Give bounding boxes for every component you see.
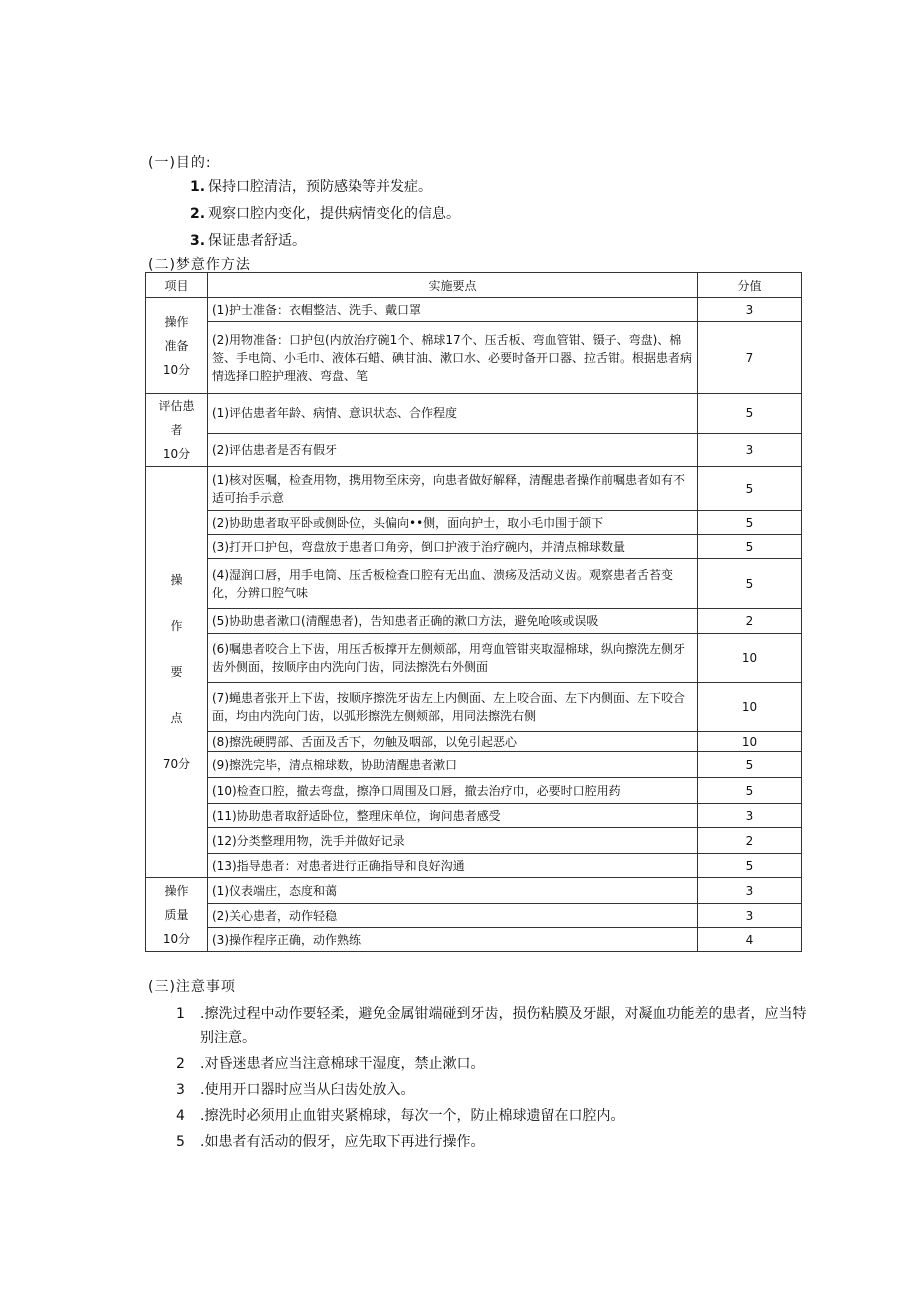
- point-cell: (9)擦洗完毕，清点棉球数，协助清醒患者漱口: [208, 752, 698, 778]
- category-line: 要: [170, 665, 183, 679]
- category-line: 70分: [162, 757, 191, 771]
- category-cell: [146, 467, 208, 878]
- point-cell: (13)指导患者：对患者进行正确指导和良好沟通: [208, 854, 698, 878]
- point-cell: (2)关心患者，动作轻稳: [208, 904, 698, 928]
- notes-section: [148, 976, 812, 1156]
- point-cell: (2)协助患者取平卧或侧卧位，头偏向••侧，面向护士，取小毛巾围于颌下: [208, 511, 698, 535]
- table-row: [146, 854, 802, 878]
- score-cell: 3: [698, 433, 802, 466]
- point-cell: (5)协助患者漱口(清醒患者)，告知患者正确的漱口方法，避免呛咳或误吸: [208, 609, 698, 634]
- purpose-title: (一)目的:: [148, 155, 212, 171]
- category-cell: [146, 878, 208, 952]
- table-row: [146, 467, 802, 511]
- note-item: 2 .对昏迷患者应当注意棉球干湿度，禁止漱口。: [176, 1056, 485, 1072]
- note-item: 1 .擦洗过程中动作要轻柔，避免金属钳端碰到牙齿，损伤粘膜及牙龈，对凝血功能差的患者，应当特别注意。: [176, 1006, 807, 1046]
- category-cell: [146, 298, 208, 394]
- table-row: [146, 433, 802, 466]
- score-cell: 5: [698, 394, 802, 434]
- point-cell: (4)湿润口唇，用手电筒、压舌板检查口腔有无出血、溃疡及活动义齿。观察患者舌苔变化，分辨口腔气味: [208, 559, 698, 609]
- table-row: [146, 878, 802, 904]
- point-cell: (10)检查口腔，撤去弯盘，擦净口周围及口唇，撤去治疗巾，必要时口腔用药: [208, 778, 698, 804]
- category-line: 操: [170, 573, 183, 587]
- table-row: [146, 609, 802, 634]
- table-row: [146, 778, 802, 804]
- table-row: [146, 559, 802, 609]
- point-cell: (1)核对医嘱，检查用物，携用物至床旁，向患者做好解释，清醒患者操作前嘱患者如有不适可抬手示意: [208, 467, 698, 511]
- purpose-item: 2. 观察口腔内变化，提供病情变化的信息。: [190, 206, 460, 222]
- table-body: [146, 298, 802, 952]
- category-line: 作: [170, 619, 183, 633]
- table-row: [146, 928, 802, 952]
- score-cell: 10: [698, 634, 802, 683]
- point-cell: (2)评估患者是否有假牙: [208, 433, 698, 466]
- purpose-list: [190, 174, 460, 255]
- category-line: 10分: [162, 931, 191, 946]
- scoring-table: [145, 272, 802, 952]
- note-item: 5 .如患者有活动的假牙，应先取下再进行操作。: [176, 1134, 485, 1150]
- score-cell: 2: [698, 609, 802, 634]
- table-row: [146, 828, 802, 854]
- score-cell: 10: [698, 683, 802, 732]
- point-cell: (8)擦洗硬腭部、舌面及舌下，勿触及咽部，以免引起恶心: [208, 732, 698, 752]
- table-row: [146, 752, 802, 778]
- category-line: 者: [170, 423, 183, 437]
- score-cell: 5: [698, 467, 802, 511]
- category-line: 点: [170, 711, 183, 725]
- table-row: [146, 634, 802, 683]
- table-row: [146, 732, 802, 752]
- category-line: 操作: [164, 314, 189, 329]
- table-row: [146, 298, 802, 322]
- point-cell: (6)嘱患者咬合上下齿，用压舌板撑开左侧颊部，用弯血管钳夹取湿棉球，纵向擦洗左侧牙齿外侧面，按顺序由内洗向门齿，同法擦洗右外侧面: [208, 634, 698, 683]
- table-row: [146, 683, 802, 732]
- category-line: 操作: [164, 883, 189, 898]
- score-cell: 5: [698, 752, 802, 778]
- note-item: 3 .使用开口器时应当从臼齿处放入。: [176, 1082, 415, 1098]
- purpose-item: 3. 保证患者舒适。: [190, 233, 306, 249]
- score-cell: 4: [698, 928, 802, 952]
- category-line: 10分: [162, 362, 191, 377]
- score-cell: 3: [698, 904, 802, 928]
- method-title: (二)梦意作方法: [148, 257, 251, 273]
- table-row: [146, 804, 802, 828]
- table-header-row: [146, 273, 802, 298]
- note-item: 4 .擦洗时必须用止血钳夹紧棉球，每次一个，防止棉球遗留在口腔内。: [176, 1108, 625, 1124]
- score-cell: 3: [698, 878, 802, 904]
- table-row: [146, 394, 802, 434]
- point-cell: (7)蝇患者张开上下齿，按顺序擦洗牙齿左上内侧面、左上咬合面、左下内侧面、左下咬合面，均由内洗向门齿，以弧形擦洗左侧颊部，用同法擦洗右侧: [208, 683, 698, 732]
- point-cell: (1)护士准备：衣帽整洁、洗手、戴口罩: [208, 298, 698, 322]
- header-points: 实施要点: [208, 273, 698, 298]
- score-cell: 5: [698, 854, 802, 878]
- table-row: [146, 322, 802, 394]
- score-cell: 3: [698, 298, 802, 322]
- category-line: 10分: [162, 447, 191, 461]
- score-cell: 5: [698, 511, 802, 535]
- category-line: 准备: [164, 338, 189, 353]
- score-cell: 2: [698, 828, 802, 854]
- score-cell: 5: [698, 778, 802, 804]
- category-line: 评估患: [158, 399, 195, 413]
- point-cell: (3)操作程序正确，动作熟练: [208, 928, 698, 952]
- score-cell: 3: [698, 804, 802, 828]
- point-cell: (12)分类整理用物，洗手并做好记录: [208, 828, 698, 854]
- point-cell: (1)仪表端庄，态度和蔼: [208, 878, 698, 904]
- table-row: [146, 904, 802, 928]
- score-cell: 5: [698, 535, 802, 559]
- category-line: 质量: [164, 907, 189, 922]
- point-cell: (2)用物准备：口护包(内放治疗碗1个、棉球17个、压舌板、弯血管钳、镊子、弯盘)、棉签、手电筒、小毛巾、液体石蜡、碘甘油、漱口水、必要时备开口器、拉舌钳。根据患者病情选择口腔护理液、弯盘、笔: [208, 322, 698, 394]
- score-cell: 10: [698, 732, 802, 752]
- category-cell: [146, 394, 208, 467]
- point-cell: (3)打开口护包，弯盘放于患者口角旁，倒口护液于治疗碗内，并清点棉球数量: [208, 535, 698, 559]
- score-cell: 7: [698, 322, 802, 394]
- header-category: 项目: [146, 273, 208, 298]
- header-score: 分值: [698, 273, 802, 298]
- table-row: [146, 535, 802, 559]
- point-cell: (1)评估患者年龄、病情、意识状态、合作程度: [208, 394, 698, 434]
- table-row: [146, 511, 802, 535]
- purpose-item: 1. 保持口腔清洁，预防感染等并发症。: [190, 179, 432, 195]
- notes-list: [148, 1002, 812, 1154]
- score-cell: 5: [698, 559, 802, 609]
- notes-title: (三)注意事项: [148, 979, 236, 995]
- point-cell: (11)协助患者取舒适卧位，整理床单位，询问患者感受: [208, 804, 698, 828]
